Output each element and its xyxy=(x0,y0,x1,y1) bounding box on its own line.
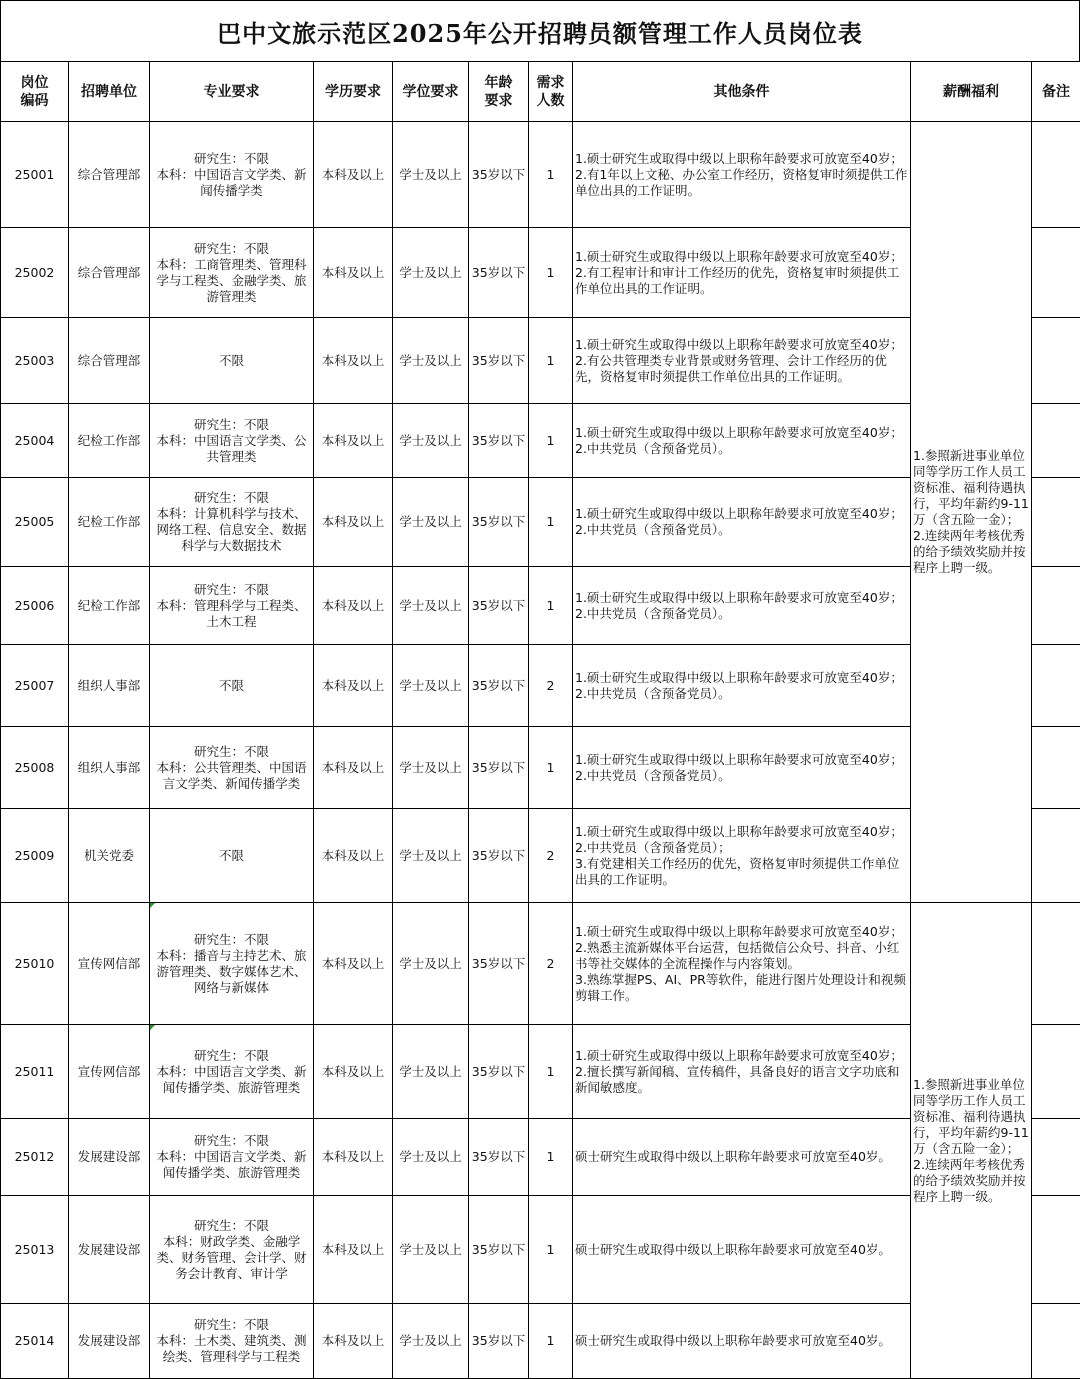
cell-count: 1 xyxy=(529,567,573,645)
cell-major: 研究生：不限 本科：中国语言文学类、新闻传播学类 xyxy=(150,122,314,228)
cell-other: 1.硕士研究生或取得中级以上职称年龄要求可放宽至40岁； 2.有1年以上文秘、办公室工作经历，资格复审时须提供工作单位出具的工作证明。 xyxy=(573,122,911,228)
cell-code: 25002 xyxy=(1,228,69,318)
table-row xyxy=(1,903,1080,1025)
cell-major: 研究生：不限 本科：财政学类、金融学类、财务管理、会计学、财务会计教育、审计学 xyxy=(150,1196,314,1304)
cell-major: 不限 xyxy=(150,809,314,903)
cell-count: 1 xyxy=(529,228,573,318)
cell-count: 1 xyxy=(529,318,573,404)
header-row xyxy=(1,62,1080,122)
header-count: 需求 人数 xyxy=(529,62,573,122)
cell-count: 1 xyxy=(529,1025,573,1119)
cell-age: 35岁以下 xyxy=(469,318,529,404)
header-degree: 学位要求 xyxy=(393,62,469,122)
cell-edu: 本科及以上 xyxy=(314,1119,393,1196)
cell-code: 25007 xyxy=(1,645,69,727)
cell-note xyxy=(1032,318,1080,404)
cell-note xyxy=(1032,1196,1080,1304)
cell-count: 1 xyxy=(529,1119,573,1196)
cell-degree: 学士及以上 xyxy=(393,645,469,727)
cell-major: 研究生：不限 本科：管理科学与工程类、土木工程 xyxy=(150,567,314,645)
cell-code: 25011 xyxy=(1,1025,69,1119)
cell-degree: 学士及以上 xyxy=(393,1025,469,1119)
cell-other: 1.硕士研究生或取得中级以上职称年龄要求可放宽至40岁； 2.中共党员（含预备党员）； 3.有党建相关工作经历的优先，资格复审时须提供工作单位出具的工作证明。 xyxy=(573,809,911,903)
cell-degree: 学士及以上 xyxy=(393,1304,469,1379)
cell-code: 25013 xyxy=(1,1196,69,1304)
cell-edu: 本科及以上 xyxy=(314,727,393,809)
cell-note xyxy=(1032,1025,1080,1119)
cell-age: 35岁以下 xyxy=(469,645,529,727)
cell-note xyxy=(1032,903,1080,1025)
cell-edu: 本科及以上 xyxy=(314,1304,393,1379)
cell-count: 2 xyxy=(529,645,573,727)
cell-edu: 本科及以上 xyxy=(314,318,393,404)
cell-edu: 本科及以上 xyxy=(314,122,393,228)
cell-count: 1 xyxy=(529,478,573,567)
cell-degree: 学士及以上 xyxy=(393,567,469,645)
cell-count: 1 xyxy=(529,1304,573,1379)
cell-other: 1.硕士研究生或取得中级以上职称年龄要求可放宽至40岁； 2.有工程审计和审计工作经历的优先，资格复审时须提供工作单位出具的工作证明。 xyxy=(573,228,911,318)
cell-salary: 1.参照新进事业单位同等学历工作人员工资标准、福利待遇执行，平均年薪约9-11万（含五险一金）； 2.连续两年考核优秀的给予绩效奖励并按程序上聘一级。 xyxy=(911,122,1032,903)
table-row xyxy=(1,122,1080,228)
cell-count: 1 xyxy=(529,727,573,809)
cell-other: 硕士研究生或取得中级以上职称年龄要求可放宽至40岁。 xyxy=(573,1196,911,1304)
cell-major: 研究生：不限 本科：公共管理类、中国语言文学类、新闻传播学类 xyxy=(150,727,314,809)
cell-age: 35岁以下 xyxy=(469,404,529,478)
cell-degree: 学士及以上 xyxy=(393,478,469,567)
cell-code: 25003 xyxy=(1,318,69,404)
cell-age: 35岁以下 xyxy=(469,1196,529,1304)
cell-note xyxy=(1032,809,1080,903)
header-major: 专业要求 xyxy=(150,62,314,122)
cell-note xyxy=(1032,122,1080,228)
cell-note xyxy=(1032,1119,1080,1196)
cell-code: 25009 xyxy=(1,809,69,903)
cell-edu: 本科及以上 xyxy=(314,478,393,567)
cell-count: 2 xyxy=(529,809,573,903)
cell-unit: 组织人事部 xyxy=(69,727,150,809)
cell-major: 研究生：不限 本科：工商管理类、管理科学与工程类、金融学类、旅游管理类 xyxy=(150,228,314,318)
cell-major: 不限 xyxy=(150,318,314,404)
cell-count: 1 xyxy=(529,404,573,478)
cell-major: 研究生：不限 本科：土木类、建筑类、测绘类、管理科学与工程类 xyxy=(150,1304,314,1379)
header-unit: 招聘单位 xyxy=(69,62,150,122)
cell-unit: 宣传网信部 xyxy=(69,903,150,1025)
cell-code: 25005 xyxy=(1,478,69,567)
cell-note xyxy=(1032,567,1080,645)
cell-major: 研究生：不限 本科：中国语言文学类、新闻传播学类、旅游管理类 xyxy=(150,1025,314,1119)
cell-degree: 学士及以上 xyxy=(393,809,469,903)
cell-age: 35岁以下 xyxy=(469,478,529,567)
cell-edu: 本科及以上 xyxy=(314,809,393,903)
cell-other: 1.硕士研究生或取得中级以上职称年龄要求可放宽至40岁； 2.中共党员（含预备党员）。 xyxy=(573,404,911,478)
cell-other: 1.硕士研究生或取得中级以上职称年龄要求可放宽至40岁； 2.擅长撰写新闻稿、宣传稿件，具备良好的语言文字功底和新闻敏感度。 xyxy=(573,1025,911,1119)
cell-other: 1.硕士研究生或取得中级以上职称年龄要求可放宽至40岁； 2.中共党员（含预备党员）。 xyxy=(573,478,911,567)
cell-edu: 本科及以上 xyxy=(314,228,393,318)
cell-other: 1.硕士研究生或取得中级以上职称年龄要求可放宽至40岁； 2.有公共管理类专业背景或财务管理、会计工作经历的优先，资格复审时须提供工作单位出具的工作证明。 xyxy=(573,318,911,404)
cell-unit: 组织人事部 xyxy=(69,645,150,727)
cell-other: 1.硕士研究生或取得中级以上职称年龄要求可放宽至40岁； 2.中共党员（含预备党员）。 xyxy=(573,727,911,809)
cell-code: 25001 xyxy=(1,122,69,228)
header-salary: 薪酬福利 xyxy=(911,62,1032,122)
cell-salary: 1.参照新进事业单位同等学历工作人员工资标准、福利待遇执行，平均年薪约9-11万（含五险一金）； 2.连续两年考核优秀的给予绩效奖励并按程序上聘一级。 xyxy=(911,903,1032,1379)
positions-table xyxy=(0,61,1080,1379)
cell-age: 35岁以下 xyxy=(469,567,529,645)
cell-major: 不限 xyxy=(150,645,314,727)
cell-other: 1.硕士研究生或取得中级以上职称年龄要求可放宽至40岁； 2.熟悉主流新媒体平台运营，包括微信公众号、抖音、小红书等社交媒体的全流程操作与内容策划。 3.熟练掌握PS、AI、PR等软件，能进行图片处理设计和视频剪辑工作。 xyxy=(573,903,911,1025)
page-title: 巴中文旅示范区2025年公开招聘员额管理工作人员岗位表 xyxy=(0,0,1080,62)
cell-major: 研究生：不限 本科：计算机科学与技术、网络工程、信息安全、数据科学与大数据技术 xyxy=(150,478,314,567)
cell-age: 35岁以下 xyxy=(469,1304,529,1379)
cell-degree: 学士及以上 xyxy=(393,1196,469,1304)
cell-age: 35岁以下 xyxy=(469,809,529,903)
cell-note xyxy=(1032,404,1080,478)
cell-degree: 学士及以上 xyxy=(393,903,469,1025)
cell-age: 35岁以下 xyxy=(469,1025,529,1119)
cell-count: 1 xyxy=(529,122,573,228)
header-edu: 学历要求 xyxy=(314,62,393,122)
cell-edu: 本科及以上 xyxy=(314,1025,393,1119)
cell-unit: 发展建设部 xyxy=(69,1304,150,1379)
cell-code: 25014 xyxy=(1,1304,69,1379)
cell-edu: 本科及以上 xyxy=(314,404,393,478)
cell-degree: 学士及以上 xyxy=(393,228,469,318)
cell-major: 研究生：不限 本科：中国语言文学类、新闻传播学类、旅游管理类 xyxy=(150,1119,314,1196)
header-other: 其他条件 xyxy=(573,62,911,122)
cell-unit: 发展建设部 xyxy=(69,1119,150,1196)
cell-unit: 纪检工作部 xyxy=(69,478,150,567)
cell-unit: 纪检工作部 xyxy=(69,567,150,645)
cell-edu: 本科及以上 xyxy=(314,645,393,727)
cell-degree: 学士及以上 xyxy=(393,727,469,809)
cell-other: 1.硕士研究生或取得中级以上职称年龄要求可放宽至40岁； 2.中共党员（含预备党员）。 xyxy=(573,567,911,645)
cell-note xyxy=(1032,1304,1080,1379)
cell-code: 25006 xyxy=(1,567,69,645)
cell-degree: 学士及以上 xyxy=(393,1119,469,1196)
cell-note xyxy=(1032,645,1080,727)
cell-unit: 综合管理部 xyxy=(69,228,150,318)
cell-major: 研究生：不限 本科：中国语言文学类、公共管理类 xyxy=(150,404,314,478)
cell-edu: 本科及以上 xyxy=(314,903,393,1025)
cell-unit: 宣传网信部 xyxy=(69,1025,150,1119)
cell-degree: 学士及以上 xyxy=(393,122,469,228)
header-code: 岗位 编码 xyxy=(1,62,69,122)
cell-other: 硕士研究生或取得中级以上职称年龄要求可放宽至40岁。 xyxy=(573,1119,911,1196)
cell-age: 35岁以下 xyxy=(469,727,529,809)
cell-unit: 机关党委 xyxy=(69,809,150,903)
cell-count: 2 xyxy=(529,903,573,1025)
cell-age: 35岁以下 xyxy=(469,903,529,1025)
cell-unit: 纪检工作部 xyxy=(69,404,150,478)
cell-note xyxy=(1032,228,1080,318)
cell-unit: 综合管理部 xyxy=(69,318,150,404)
cell-code: 25012 xyxy=(1,1119,69,1196)
cell-age: 35岁以下 xyxy=(469,1119,529,1196)
cell-edu: 本科及以上 xyxy=(314,1196,393,1304)
header-age: 年龄 要求 xyxy=(469,62,529,122)
cell-degree: 学士及以上 xyxy=(393,318,469,404)
cell-code: 25004 xyxy=(1,404,69,478)
cell-unit: 综合管理部 xyxy=(69,122,150,228)
cell-unit: 发展建设部 xyxy=(69,1196,150,1304)
header-note: 备注 xyxy=(1032,62,1080,122)
cell-code: 25008 xyxy=(1,727,69,809)
cell-age: 35岁以下 xyxy=(469,122,529,228)
cell-count: 1 xyxy=(529,1196,573,1304)
cell-edu: 本科及以上 xyxy=(314,567,393,645)
cell-degree: 学士及以上 xyxy=(393,404,469,478)
cell-other: 硕士研究生或取得中级以上职称年龄要求可放宽至40岁。 xyxy=(573,1304,911,1379)
cell-note xyxy=(1032,478,1080,567)
cell-note xyxy=(1032,727,1080,809)
cell-code: 25010 xyxy=(1,903,69,1025)
cell-age: 35岁以下 xyxy=(469,228,529,318)
cell-other: 1.硕士研究生或取得中级以上职称年龄要求可放宽至40岁； 2.中共党员（含预备党员）。 xyxy=(573,645,911,727)
cell-major: 研究生：不限 本科：播音与主持艺术、旅游管理类、数字媒体艺术、网络与新媒体 xyxy=(150,903,314,1025)
